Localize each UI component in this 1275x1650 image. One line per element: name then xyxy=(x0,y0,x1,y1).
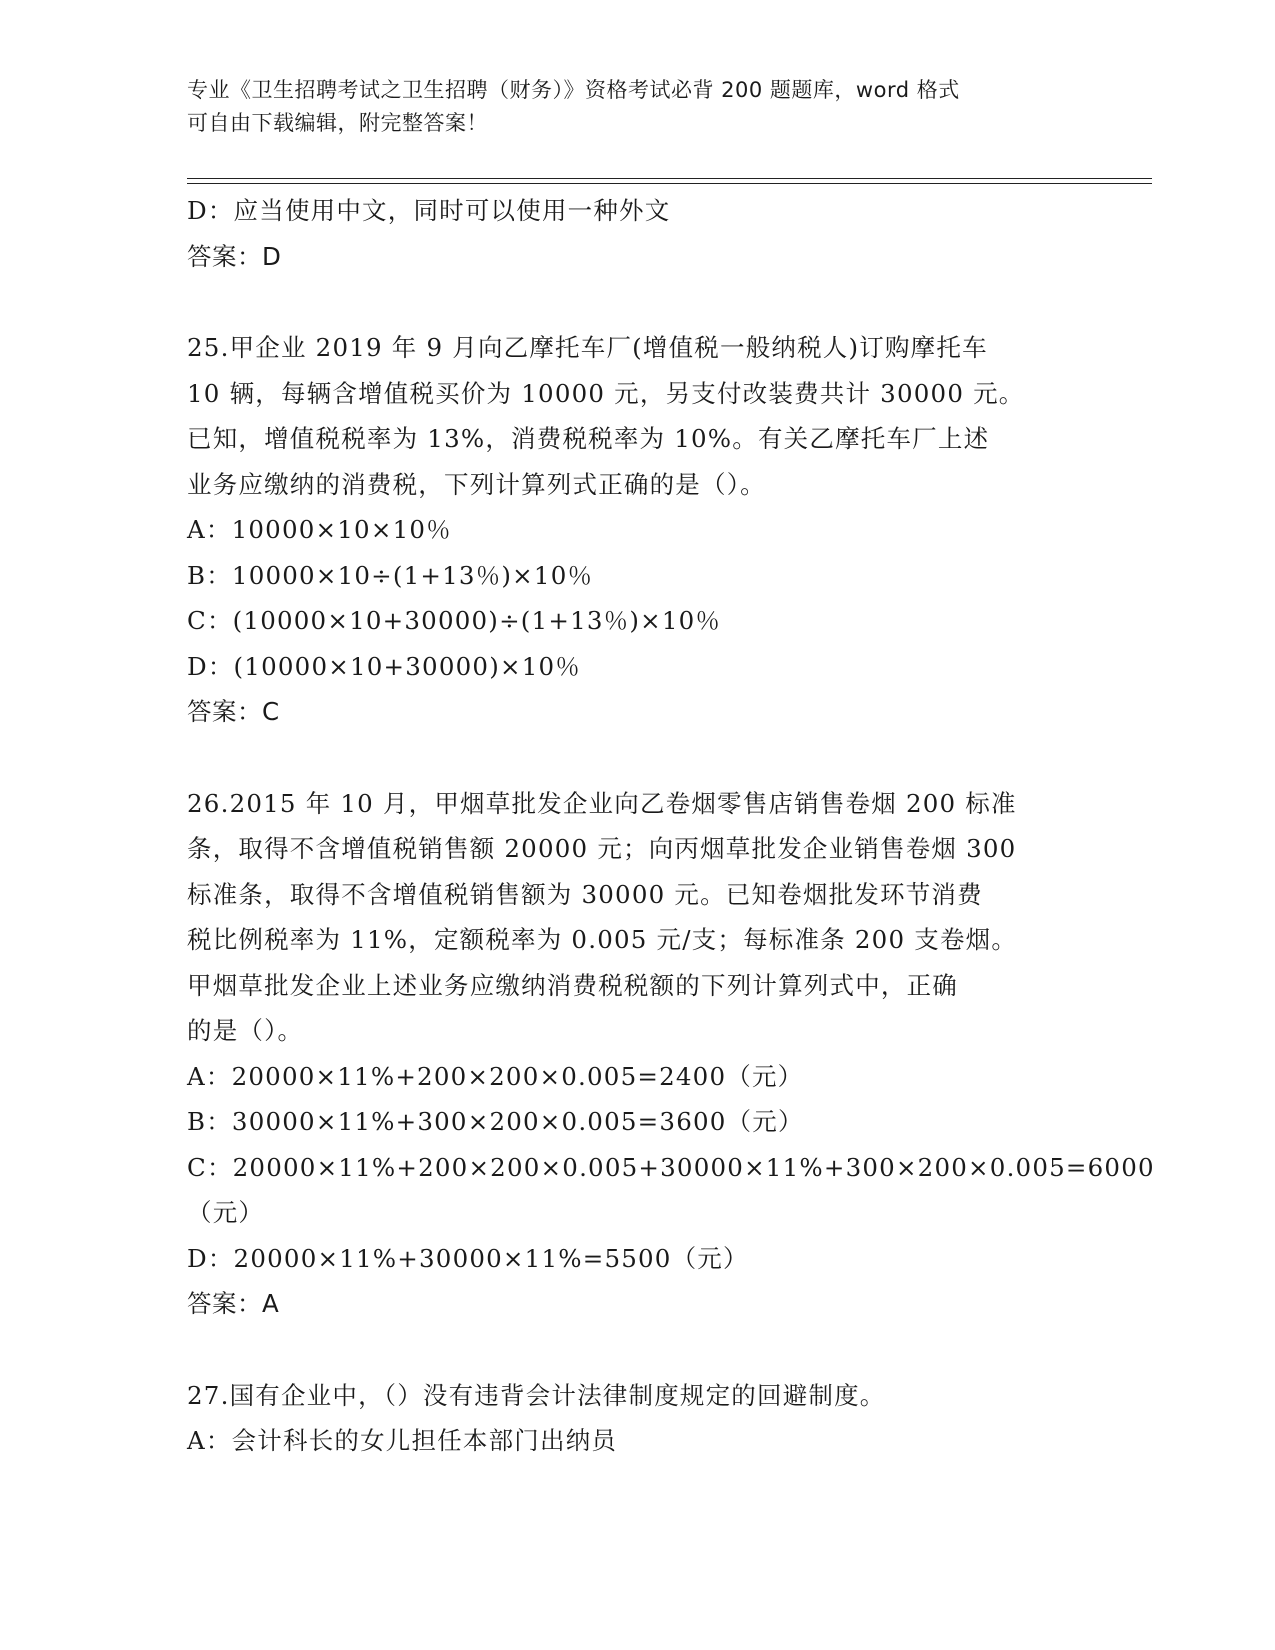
q25-stem-line-3: 已知，增值税税率为 13%，消费税税率为 10%。有关乙摩托车厂上述 xyxy=(187,424,990,453)
q26-option-a: A：20000×11%+200×200×0.005=2400（元） xyxy=(187,1061,804,1091)
q25-stem-line-2: 10 辆，每辆含增值税买价为 10000 元，另支付改装费共计 30000 元。 xyxy=(187,378,1025,408)
q26-answer: 答案：A xyxy=(187,1289,280,1318)
question-27 xyxy=(187,1373,1087,1464)
q24-option-d: D：应当使用中文，同时可以使用一种外文 xyxy=(187,196,671,225)
q26-option-c-line-2: （元） xyxy=(187,1198,265,1227)
q26-stem-line-2: 条，取得不含增值税销售额 20000 元；向丙烟草批发企业销售卷烟 300 xyxy=(187,834,1017,863)
q26-stem-line-6: 的是（）。 xyxy=(187,1016,304,1045)
question-24 xyxy=(187,188,1087,279)
header-line-1: 专业《卫生招聘考试之卫生招聘（财务）》资格考试必背 200 题题库，word 格式 xyxy=(187,78,960,102)
spacer xyxy=(187,279,1087,325)
q26-option-b: B：30000×11%+300×200×0.005=3600（元） xyxy=(187,1107,804,1136)
q24-answer: 答案：D xyxy=(187,241,282,271)
q26-option-c-line-1: C：20000×11%+200×200×0.005+30000×11%+300×200×0.005=6000 xyxy=(187,1152,1155,1182)
spacer xyxy=(187,735,1087,781)
q27-option-a: A：会计科长的女儿担任本部门出纳员 xyxy=(187,1426,618,1455)
page-header xyxy=(187,74,1087,140)
q25-answer: 答案：C xyxy=(187,697,280,726)
q26-option-d: D：20000×11%+30000×11%=5500（元） xyxy=(187,1243,749,1273)
q25-option-a: A：10000×10×10％ xyxy=(187,515,452,544)
header-line-2: 可自由下载编辑，附完整答案！ xyxy=(187,111,488,135)
q26-stem-line-5: 甲烟草批发企业上述业务应缴纳消费税税额的下列计算列式中，正确 xyxy=(187,970,958,1000)
q26-stem-line-4: 税比例税率为 11%，定额税率为 0.005 元/支；每标准条 200 支卷烟。 xyxy=(187,925,1018,954)
q25-option-b: B：10000×10÷(1+13％)×10％ xyxy=(187,560,594,590)
header-rule-thin xyxy=(187,183,1152,184)
q26-stem-line-3: 标准条，取得不含增值税销售额为 30000 元。已知卷烟批发环节消费 xyxy=(187,879,983,909)
q25-stem-line-1: 25.甲企业 2019 年 9 月向乙摩托车厂(增值税一般纳税人)订购摩托车 xyxy=(187,333,988,362)
q27-stem: 27.国有企业中，（）没有违背会计法律制度规定的回避制度。 xyxy=(187,1380,886,1410)
header-rule-thick xyxy=(187,178,1152,179)
spacer xyxy=(187,1327,1087,1373)
q25-option-c: C：(10000×10+30000)÷(1+13％)×10％ xyxy=(187,606,722,635)
q25-option-d: D：(10000×10+30000)×10％ xyxy=(187,651,581,681)
q25-stem-line-4: 业务应缴纳的消费税，下列计算列式正确的是（）。 xyxy=(187,469,766,499)
document-body xyxy=(187,188,1155,1464)
question-26 xyxy=(187,781,1155,1327)
question-25 xyxy=(187,325,1087,735)
q26-stem-line-1: 26.2015 年 10 月，甲烟草批发企业向乙卷烟零售店销售卷烟 200 标准 xyxy=(187,788,1017,818)
